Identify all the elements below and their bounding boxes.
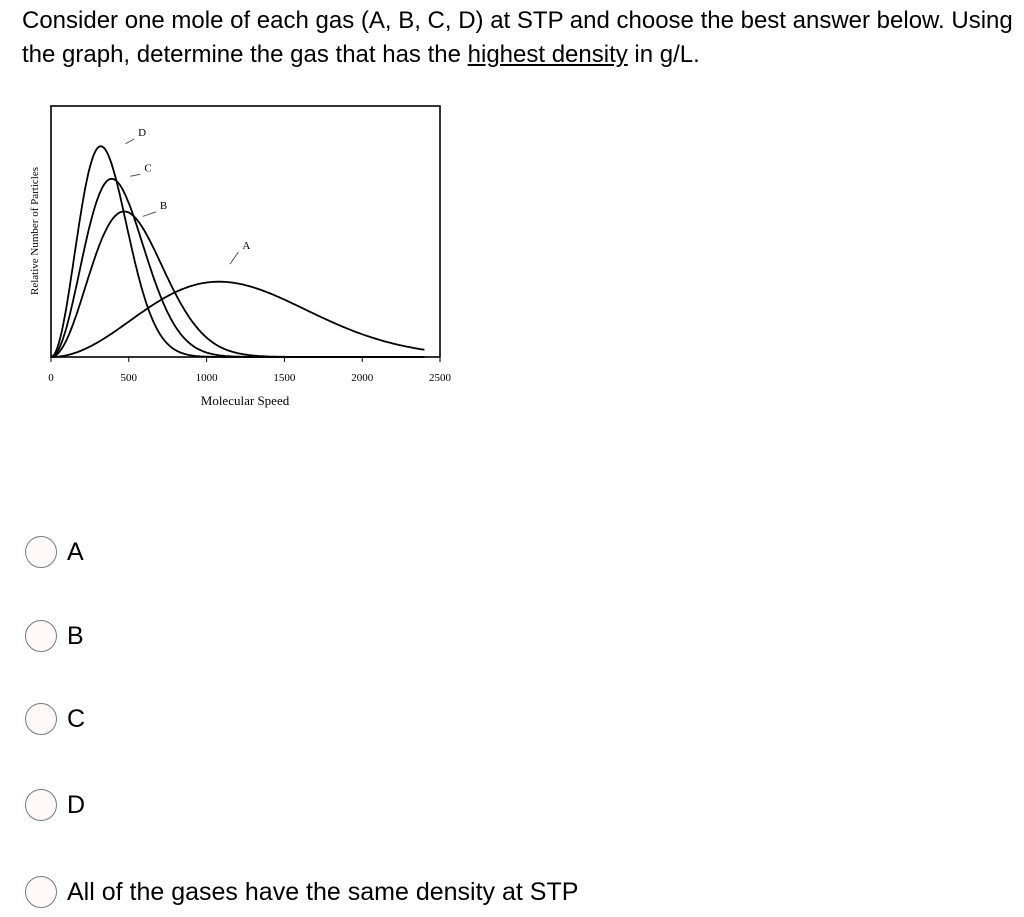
answer-option-3[interactable] [25, 701, 85, 737]
radio-button[interactable] [25, 789, 57, 821]
x-tick-label: 0 [48, 372, 54, 384]
question-part: in g/L. [627, 41, 700, 68]
series-A-leader [230, 252, 238, 264]
plot-frame [51, 106, 440, 357]
option-label: D [67, 790, 86, 819]
option-label: A [67, 537, 84, 566]
x-tick-label: 2000 [351, 372, 374, 384]
option-label: B [67, 621, 84, 650]
x-tick-label: 1000 [195, 372, 218, 384]
answer-option-4[interactable] [25, 787, 85, 823]
series-C-leader [130, 174, 140, 176]
answer-option-1[interactable] [25, 534, 84, 570]
series-D-leader [126, 139, 134, 144]
radio-button[interactable] [25, 536, 57, 568]
series-A-curve [51, 282, 424, 357]
answer-option-5[interactable] [25, 874, 578, 910]
series-C-curve [51, 179, 424, 357]
radio-button[interactable] [25, 620, 57, 652]
series-D-label: D [138, 127, 147, 140]
radio-button[interactable] [25, 876, 57, 908]
question-text [22, 4, 1022, 72]
series-C-label: C [144, 162, 152, 175]
option-label: C [67, 704, 86, 733]
series-D-curve [51, 146, 424, 357]
x-tick-label: 1500 [273, 372, 296, 384]
radio-button[interactable] [25, 703, 57, 735]
speed-distribution-chart [0, 90, 470, 420]
y-axis-label: Relative Number of Particles [29, 167, 41, 295]
x-tick-label: 2500 [429, 372, 451, 384]
series-B-label: B [159, 199, 168, 212]
answer-option-2[interactable] [25, 618, 84, 654]
question-emphasis: highest density [467, 41, 628, 68]
x-axis-label: Molecular Speed [200, 393, 290, 408]
series-A-label: A [242, 240, 251, 253]
option-label: All of the gases have the same density at STP [67, 877, 579, 906]
x-tick-label: 500 [120, 372, 138, 384]
series-B-leader [143, 212, 156, 217]
question-part: Consider one mole of each gas (A, B, C, D) at STP and choose the best answer below. Using the graph, determine the gas that has the [22, 7, 1013, 68]
